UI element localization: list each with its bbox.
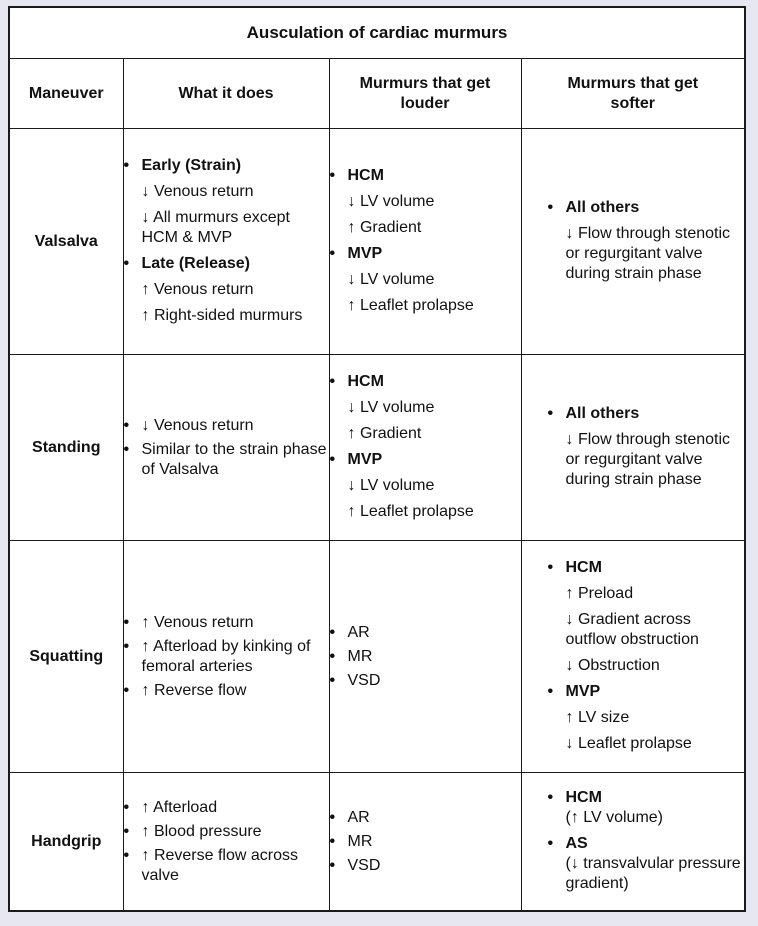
list-item [548,834,745,894]
row-maneuver: Standing [10,355,123,541]
list-item [124,798,329,818]
item-heading: AS [565,834,588,852]
item-text: MR [347,832,373,850]
item-detail: ↓ Obstruction [565,656,660,674]
item-detail: ↓ Leaflet prolapse [565,734,692,752]
item-text: ↑ Afterload [141,798,218,816]
item-text: ↑ Venous return [141,613,254,631]
item-detail: ↑ Gradient [347,424,422,442]
item-detail: ↓ All murmurs except HCM & MVP [141,208,290,246]
item-detail: (↑ LV volume) [565,808,664,826]
list-item [124,156,329,248]
item-detail: ↓ Flow through stenotic or regurgitant valve during strain phase [565,224,731,282]
header-softer: Murmurs that get softer [521,59,744,129]
item-detail: ↓ LV volume [347,476,435,494]
row-what-cell [123,773,329,911]
bullet-list [330,808,521,876]
item-detail: ↑ Leaflet prolapse [347,296,474,314]
row-maneuver: Handgrip [10,773,123,911]
item-heading: Late (Release) [141,254,250,272]
list-item [330,166,521,238]
row-softer-cell [521,541,744,773]
item-detail: ↓ Gradient across outflow obstruction [565,610,699,648]
item-text: ↑ Reverse flow [141,681,247,699]
item-detail: ↑ LV size [565,708,630,726]
list-item [124,440,329,480]
item-text: ↑ Reverse flow across valve [141,846,298,884]
bullet-list [548,404,745,490]
table-row [10,773,744,911]
list-item [548,788,745,828]
header-louder: Murmurs that get louder [329,59,521,129]
list-item [330,671,521,691]
item-text: MR [347,647,373,665]
item-detail: ↑ Venous return [141,280,254,298]
header-what-it-does: What it does [123,59,329,129]
header-maneuver: Maneuver [10,59,123,129]
table-title: Ausculation of cardiac murmurs [10,8,744,59]
row-louder-cell [329,773,521,911]
row-louder-cell [329,129,521,355]
item-detail: ↓ Flow through stenotic or regurgitant valve during strain phase [565,430,731,488]
item-detail: ↑ Right-sided murmurs [141,306,303,324]
row-softer-cell [521,129,744,355]
item-heading: HCM [565,558,602,576]
bullet-list [330,372,521,522]
item-detail: ↑ Preload [565,584,634,602]
bullet-list [124,156,329,326]
bullet-list [548,558,745,754]
list-item [330,450,521,522]
bullet-list [124,613,329,701]
bullet-list [124,798,329,886]
list-item [124,613,329,633]
row-softer-cell [521,355,744,541]
list-item [548,404,745,490]
murmur-table [10,8,744,910]
item-heading: Early (Strain) [141,156,242,174]
list-item [330,832,521,852]
item-heading: All others [565,198,640,216]
bullet-list [330,623,521,691]
list-item [124,637,329,677]
item-text: Similar to the strain phase of Valsalva [141,440,327,478]
bullet-list [548,198,745,284]
list-item [548,682,745,754]
item-heading: HCM [565,788,602,806]
row-what-cell [123,355,329,541]
item-text: AR [347,808,370,826]
row-what-cell [123,541,329,773]
table-row [10,355,744,541]
item-heading: MVP [347,244,383,262]
item-heading: MVP [565,682,601,700]
row-louder-cell [329,355,521,541]
item-text: ↑ Afterload by kinking of femoral arteries [141,637,311,675]
item-heading: MVP [347,450,383,468]
list-item [124,254,329,326]
item-heading: HCM [347,166,384,184]
list-item [124,681,329,701]
item-detail: ↓ LV volume [347,398,435,416]
item-text: ↓ Venous return [141,416,254,434]
list-item [330,808,521,828]
list-item [330,856,521,876]
table-row [10,541,744,773]
item-text: ↑ Blood pressure [141,822,262,840]
item-heading: HCM [347,372,384,390]
list-item [548,198,745,284]
item-text: VSD [347,856,381,874]
list-item [330,647,521,667]
item-detail: ↑ Gradient [347,218,422,236]
bullet-list [124,416,329,480]
item-detail: (↓ transvalvular pressure gradient) [565,854,741,892]
murmur-table-frame [8,6,746,912]
item-text: VSD [347,671,381,689]
list-item [330,372,521,444]
row-maneuver: Valsalva [10,129,123,355]
list-item [548,558,745,676]
list-item [124,416,329,436]
item-detail: ↓ LV volume [347,270,435,288]
list-item [124,846,329,886]
row-what-cell [123,129,329,355]
item-detail: ↓ LV volume [347,192,435,210]
list-item [330,623,521,643]
table-row [10,129,744,355]
bullet-list [330,166,521,316]
item-heading: All others [565,404,640,422]
row-maneuver: Squatting [10,541,123,773]
item-detail: ↑ Leaflet prolapse [347,502,474,520]
bullet-list [548,788,745,894]
row-softer-cell [521,773,744,911]
list-item [124,822,329,842]
row-louder-cell [329,541,521,773]
list-item [330,244,521,316]
item-detail: ↓ Venous return [141,182,254,200]
item-text: AR [347,623,370,641]
